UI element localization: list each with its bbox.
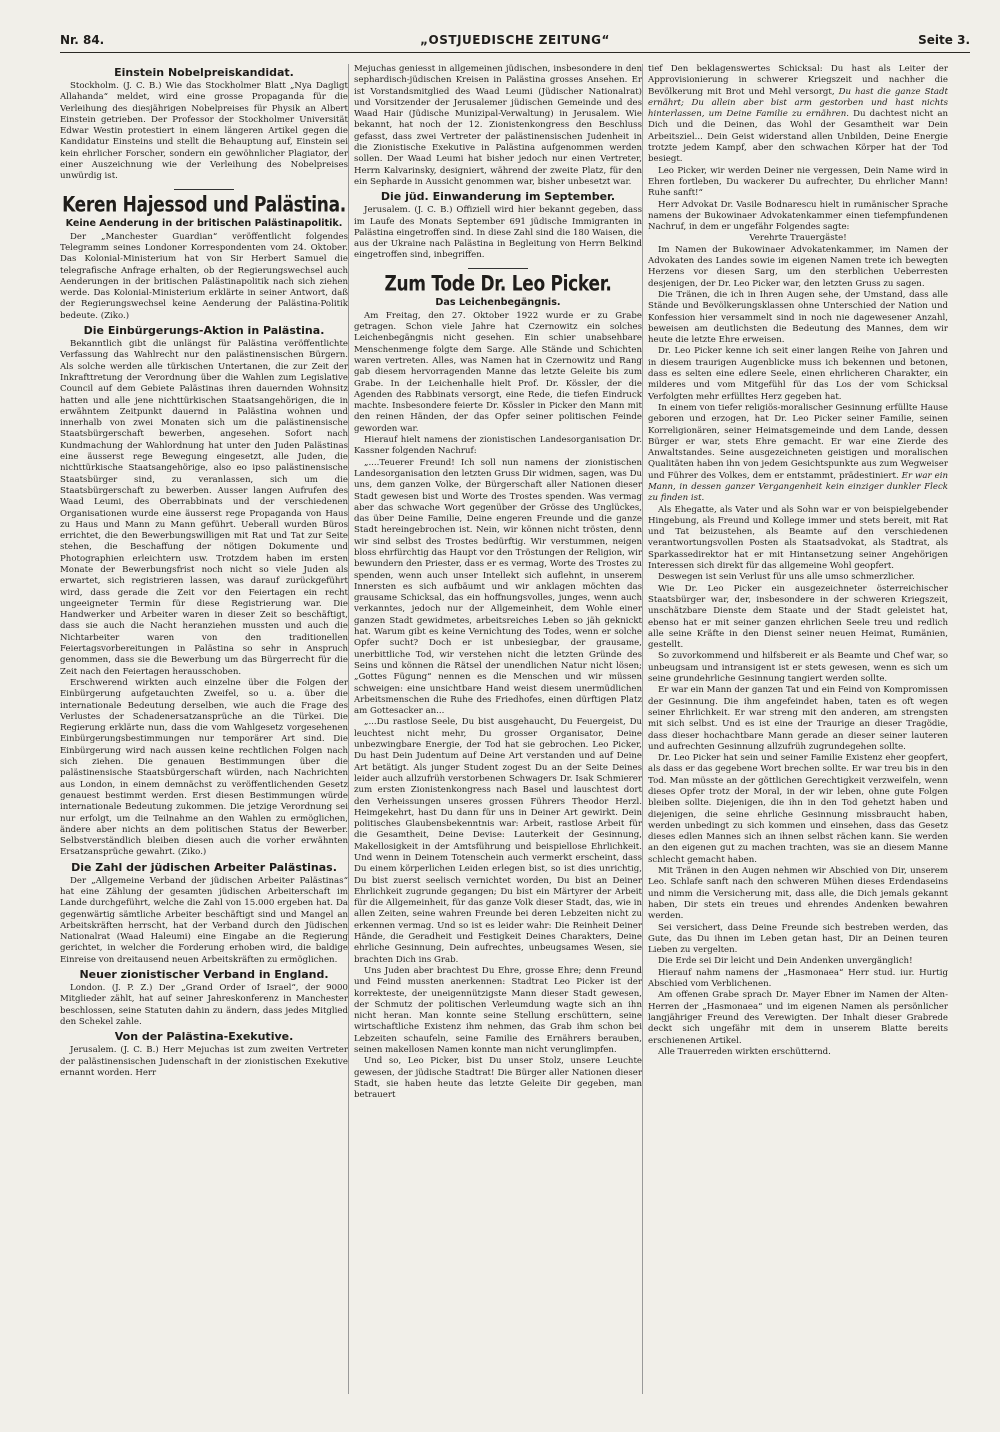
article-subtitle: Das Leichenbegängnis. <box>435 296 561 308</box>
article-body: Mejuchas geniesst in allgemeinen jüdischen, insbesondere in den sephardisch-jüdischen Kreisen in Palästina grosses Ansehen. Er ist Vorstandsmitglied des Waad Leumi (Jüdischer Nationalrat) und Vorsitzender der Jerusalemer jüdischen Gemeinde und des Waad Hair (Jüdische Munizipal-Verwaltung) in Jerusalem. Wie bekannt, hat noch der 12. Zionistenkongress den Beschluss gefasst, dass zwei Vertreter der palästinensischen Judenheit in die Zionistische Exekutive in Palästina aufgenommen werden sollen. Der Waad Leumi hat bisher jedoch nur einen Vertreter, Herrn Kalvarinsky, designiert, während der zweite Platz, für den ein Sepharde in Aussicht genommen war, bisher unbesetzt war. <box>354 64 642 187</box>
article-body: Dr. Leo Picker hat sein und seiner Familie Existenz eher geopfert, als dass er das gegebene Wort brechen sollte. Er war treu bis in den Tod. Man müsste an der göttlichen Gerechtigkeit verzweifeln, wenn dieses Opfer trotz der Moral, in der wir leben, ohne gute Folgen bleiben sollte. Diejenigen, die ihn in den Tod gehetzt haben und diejenigen, die seine ehrliche Gesinnung missbraucht haben, werden unbedingt zu sich kommen und einsehen, dass das Gesetz dieses edlen Mannes sich an ihnen selbst rächen kann. Sie werden an den eigenen gut zu machen trachten, was sie an diesem Manne schlecht gemacht haben. <box>648 753 948 865</box>
article-body: Mit Tränen in den Augen nehmen wir Abschied von Dir, unserem Leo. Schlafe sanft nach den schweren Mühen dieses Erdendaseins und nimm die Versicherung mit, dass alle, die Dich jemals gekannt haben, Dir stets ein treues und ehrendes Andenken bewahren werden. <box>648 866 948 922</box>
article-title: Die Einbürgerungs-Aktion in Palästina. <box>83 324 325 338</box>
column-rule <box>642 64 643 1394</box>
article-body: „....Teuerer Freund! Ich soll nun namens der zionistischen Landesorganisation den letzten Gruss Dir widmen, sagen, was Du uns, dem ganzen Volke, der Bürgerschaft aller Nationen dieser Stadt gewesen bist und Worte des Trostes spenden. Was vermag aber das schwache Wort gegenüber der Grösse des Unglückes, das über Deine Familie, Deine engeren Freunde und die ganze Stadt hereingebrochen ist. Nein, wir können nicht trösten, denn wir sind selbst des Trostes bedürftig. Wir verstummen, neigen bloss ehrfürchtig das Haupt vor den Tröstungen der Religion, wir bewundern den Priester, dass er es vermag, Worte des Trostes zu spenden, wenn auch unser Intellekt sich auflehnt, in unserem Innersten es sich aufbäumt und wir anklagen möchten das grausame Schicksal, das ein hoffnungsvolles, junges, wenn auch verkanntes, jedoch nur der Allgemeinheit, dem Wohle einer ganzen Stadt gewidmetes, arbeitsreiches Leben so jäh geknickt hat. Warum gibt es keine Vernichtung des Todes, wenn er solche Opfer sucht? Doch er ist unbesiegbar, der grausame, unerbittliche Tod, wir verstehen nicht die letzten Gründe des Seins und können die Rätsel der unendlichen Natur nicht lösen; „Gottes Fügung“ nennen es die Menschen und wir müssen schweigen: eine unsichtbare Hand weist diesem unermüdlichen Arbeitsmenschen die Ruhe des Friedhofes, einen dürftigen Platz am Gottesacker an... <box>354 457 642 717</box>
column-1 <box>60 64 348 1404</box>
article-body: Leo Picker, wir werden Deiner nie vergessen, Dein Name wird in Ehren fortleben, Du wackerer Du aufrechter, Du ehrlicher Mann! Ruhe sanft!“ <box>648 165 948 199</box>
article-body: Jerusalem. (J. C. B.) Herr Mejuchas ist zum zweiten Vertreter der palästinensischen Judenschaft in der zionistischen Exekutive ernannt worden. Herr <box>60 1045 348 1078</box>
article-body: Alle Trauerreden wirkten erschütternd. <box>658 1046 831 1057</box>
article-body: So zuvorkommend und hilfsbereit er als Beamte und Chef war, so unbeugsam und intransigent ist er stets gewesen, wenn es sich um seine grundehrliche Gesinnung tangiert werden sollte. <box>648 651 948 685</box>
article-body: Wie Dr. Leo Picker ein ausgezeichneter österreichischer Staatsbürger war, der, insbesondere in der schweren Kriegszeit, unschätzbare Dienste dem Staate und der Stadt geleistet hat, ebenso hat er mit seiner ganzen ehrlichen Seele treu und redlich alle seine Kräfte in den Dienst seiner neuen Heimat, Rumänien, gestellt. <box>648 583 948 651</box>
article-body: Bekanntlich gibt die unlängst für Palästina veröffentlichte Verfassung das Wahlrecht nur den palästinensischen Bürgern. Als solche werden alle türkischen Untertanen, die zur Zeit der Inkrafttretung der Verordnung über die Wahlen zum Legislative Council auf dem Gebiete Palästinas ihren dauernden Wohnsitz hatten und alle jene nichttürkischen Staatsangehörigen, die in erwähntem Zeitpunkt dauernd in Palästina wohnen und innerhalb von zwei Monaten sich um die palästinensische Staatsbürgerschaft bewerben, angesehen. Sofort nach Kundmachung der Wahlordnung hat unter den Juden Palästinas eine äusserst rege Bewegung eingesetzt, alle Juden, die nichttürkische Staatsangehörige, also eo ipso palästinensische Staatsbürger sind, zu veranlassen, sich um die Staatsbürgerschaft zu bewerben. Ausser langen Aufrufen des Waad Leumi, des Oberrabbinats und der verschiedenen Organisationen wurde eine äusserst rege Propaganda von Haus zu Haus und Mann zu Mann geführt. Ueberall wurden Büros errichtet, die den Bewerbungswilligen mit Rat und Tat zur Seite stehen, die Beschaffung der nötigen Dokumente und Photographien erleichtern usw. Trotzdem haben im ersten Monate der Bewerbungsfrist noch nicht so viele Juden als erwartet, sich registrieren lassen, was darauf zurückgeführt wird, dass gerade die Zeit vor den Feiertagen ein recht ungeeigneter Termin für diese Registrierung war. Die Handwerker und Arbeiter waren in dieser Zeit so beschäftigt, dass sie auch die Nacht heranziehen mussten und auch die Nichtarbeiter waren von den traditionellen Feiertagsvorbereitungen in Palästina so sehr in Anspruch genommen, dass sie die Bewerbung um das Bürgerrecht für die Zeit nach den Feiertagen herausschoben. <box>60 339 348 677</box>
article-body: In einem von tiefer religiös-moralischer Gesinnung erfüllte Hause geboren und erzogen, hat Dr. Leo Picker seiner Familie, seinen Korreligionären, seiner Heimatsgemeinde und dem Lande, dessen Bürger er war, stets Ehre gemacht. Er war eine Zierde des Anwaltstandes. Seine ausgezeichneten geistigen und moralischen Qualitäten haben ihn von jedem Gesichtspunkte aus zum Wegweiser und Führer des Volkes, dem er entstammt, prädestiniert. Er war ein Mann, in dessen ganzer Vergangenheit kein einziger dunkler Fleck zu finden ist. <box>648 402 948 504</box>
article-subtitle: Keine Aenderung in der britischen Palästinapolitik. <box>65 217 343 229</box>
article-body: Erschwerend wirkten auch einzelne über die Folgen der Einbürgerung aufgetauchten Zweifel, so u. a. über die internationale Bedeutung derselben, wie auch die Frage des Verlustes der Schadenersatzansprüche an die Türkei. Die Regierung erklärte nun, dass die vom Wahlgesetz vorgesehenen Einbürgerungsbestimmungen nur temporärer Art sind. Die Einbürgerung wird nach aussen keine rechtlichen Folgen nach sich ziehen. Die genauen Bestimmungen über die palästinensische Staatsbürgerschaft würden, nach Nachrichten aus London, in einem demnächst zu veröffentlichenden Gesetz genauest bestimmt werden. Erst diesen Bestimmungen würde internationale Bedeutung zukommen. Die jetzige Verordnung sei nur erfolgt, um die Teilnahme an den Wahlen zu ermöglichen, ändere aber nichts an dem politischen Status der Bewerber. Selbstverständlich bleiben diesen auch die vorher erwähnten Ersatzansprüche gewahrt. (Ziko.) <box>60 677 348 858</box>
article-body: Jerusalem. (J. C. B.) Offiziell wird hier bekannt gegeben, dass im Laufe des Monats September 691 jüdische Immigranten in Palästina eingetroffen sind. In diese Zahl sind die 180 Waisen, die aus der Ukraine nach Palästina in Begleitung von Herrn Belkind eingetroffen sind, inbegriffen. <box>354 205 642 261</box>
page-header <box>60 30 970 53</box>
italic-passage: Du hast die ganze Stadt ernährt; Du allein aber bist arm gestorben und hast nichts hinterlassen, um Deine Familie zu ernähren. <box>648 86 948 120</box>
article-body: Uns Juden aber brachtest Du Ehre, grosse Ehre; denn Freund und Feind mussten anerkennen: Stadtrat Leo Picker ist der korrekteste, der uneigennützigste Mann dieser Stadt gewesen, der Schmutz der politischen Verleumdung wagte sich an ihn nicht heran. Man konnte seine Stellung erschüttern, seine wirtschaftliche Existenz ihm nehmen, das Grab ihm schon bei Lebzeiten schaufeln, seine Familie des Ernährers berauben, seinen makellosen Namen konnte man nicht verunglimpfen. <box>354 965 642 1056</box>
article-body: Herr Advokat Dr. Vasile Bodnarescu hielt in rumänischer Sprache namens der Bukowinaer Advokatenkammer einen tiefempfundenen Nachruf, in dem er ungefähr Folgendes sagte: <box>648 199 948 233</box>
article-body: Die Erde sei Dir leicht und Dein Andenken unvergänglich! <box>658 956 913 967</box>
article-body: Als Ehegatte, als Vater und als Sohn war er von beispielgebender Hingebung, als Freund und Kollege immer und stets bereit, mit Rat und Tat beizustehen, als Beamte auf den verschiedenen verantwortungsvollen Posten als Staatsadvokat, als Stadtrat, als Sparkassedirektor hat er mit Hintansetzung seiner Angehörigen Interessen sich direkt für das allgemeine Wohl geopfert. <box>648 504 948 572</box>
page-number: Seite 3. <box>918 33 970 47</box>
article-body: Hierauf hielt namens der zionistischen Landesorganisation Dr. Kassner folgenden Nachruf: <box>354 435 642 457</box>
article-body: Dr. Leo Picker kenne ich seit einer langen Reihe von Jahren und in diesem traurigen Augenblicke muss ich bekennen und betonen, dass es selten eine edlere Seele, einen ehrlicheren Charakter, ein milderes und vom Mitgefühl für das Los der vom Schicksal Verfolgten mehr erfülltes Herz gegeben hat. <box>648 346 948 402</box>
article-title: Einstein Nobelpreiskandidat. <box>114 66 294 79</box>
column-2 <box>354 64 642 1404</box>
article-body: London. (J. P. Z.) Der „Grand Order of Israel“, der 9000 Mitglieder zählt, hat auf seiner Jahreskonferenz in Manchester beschlossen, seine Statuten dahin zu ändern, dass jedes Mitglied den Schekel zahle. <box>60 983 348 1027</box>
italic-passage: Er war ein Mann, in dessen ganzer Vergangenheit kein einziger dunkler Fleck zu finden ist. <box>648 470 948 504</box>
article-body: „...Du rastlose Seele, Du bist ausgehaucht, Du Feuergeist, Du leuchtest nicht mehr, Du grosser Organisator, Deine unbezwingbare Energie, der Tod hat sie gebrochen. Leo Picker, Du hast Dein Judentum auf Deine Art verstanden und auf Deine Art betätigt. Als junger Student zogest Du an der Seite Deines leider auch allzufrüh verstorbenen Schwagers Dr. Isak Schmierer zum ersten Zionistenkongress nach Basel und lauschtest dort den Verheissungen unseres grossen Führers Theodor Herzl. Heimgekehrt, hast Du dann für uns in Deiner Art gewirkt. Dein politisches Glaubensbekenntnis war: Arbeit, rastlose Arbeit für die Gesamtheit, Deine Devise: Lauterkeit der Gesinnung, Makellosigkeit in der Amtsführung und beispiellose Ehrlichkeit. Und wenn in Deinem Totenschein auch vermerkt erscheint, dass Du einem körperlichen Leiden erlegen bist, so ist dies unrichtig, Du bist zuerst seelisch vernichtet worden, Du bist an Deiner Ehrlichkeit zugrunde gegangen; Du bist ein Märtyrer der Arbeit für die Allgemeinheit, für das ganze Volk dieser Stadt, das, wie in allen Zeiten, seine wahren Freunde bei deren Lebzeiten nicht zu erkennen vermag. Und so ist es leider wahr: Die Reinheit Deiner Hände, die Geradheit und Festigkeit Deines Charakters, Deine ehrliche Gesinnung, Dein aufrechtes, unbeugsames Wesen, sie brachten Dich ins Grab. <box>354 717 642 965</box>
article-body: Der „Allgemeine Verband der jüdischen Arbeiter Palästinas“ hat eine Zählung der gesamten jüdischen Arbeiterschaft im Lande durchgeführt, welche die Zahl von 15.000 ergeben hat. Da gegenwärtig sämtliche Arbeiter beschäftigt sind und Mangel an Arbeitskräften herrscht, hat der Verband durch den Jüdischen Nationalrat (Waad Haleumi) eine Eingabe an die Regierung gerichtet, in welcher die Forderung erhoben wird, die baldige Einreise von dreitausend neuen Arbeitskräften zu ermöglichen. <box>60 875 348 965</box>
article-body: Am offenen Grabe sprach Dr. Mayer Ebner im Namen der Alten-Herren der „Hasmonaea“ und im eigenen Namen als persönlicher langjähriger Freund des Verewigten. Der Inhalt dieser Grabrede deckt sich ungefähr mit dem in unserem Blatte bereits erschienenen Artikel. <box>648 990 948 1046</box>
issue-number: Nr. 84. <box>60 33 105 47</box>
article-body: Die Tränen, die ich in Ihren Augen sehe, der Umstand, dass alle Stände und Bevölkerungsklassen ohne Unterschied der Nation und Konfession hier versammelt sind in noch nie dagewesener Anzahl, beweisen am deutlichsten die Bedeutung des Mannes, dem wir heute die letzte Ehre erweisen. <box>648 289 948 346</box>
article-body: Der „Manchester Guardian“ veröffentlicht folgendes Telegramm seines Londoner Korrespondenten vom 24. Oktober. Das Kolonial-Ministerium hat von Sir Herbert Samuel die telegrafische Anfrage erhalten, ob der Regierungswechsel auch Aenderungen in der britischen Palästinapolitik nach sich ziehen werde. Das Kolonial-Ministerium erklärte in seiner Antwort, daß der Regierungswechsel keine Aenderung der Palästina-Politik bedeute. (Ziko.) <box>60 231 348 321</box>
article-title: Die Zahl der jüdischen Arbeiter Palästinas. <box>71 860 337 874</box>
headline: Zum Tode Dr. Leo Picker. <box>384 271 612 297</box>
article-title: Neuer zionistischer Verband in England. <box>79 968 329 982</box>
article-body: Er war ein Mann der ganzen Tat und ein Feind von Kompromissen der Gesinnung. Die ihm angefeindet haben, taten es oft wegen seiner Ehrlichkeit. Er war streng mit den anderen, am strengsten mit sich selbst. Und es ist eine der Traurige an dieser Tragödie, dass dieser hochachtbare Mann gerade an dieser seiner lauteren und aufrechten Gesinnung allzufrüh zugrundegehen sollte. <box>648 685 948 752</box>
article-title: Die jüd. Einwanderung im September. <box>380 190 616 204</box>
speech-salutation: Verehrte Trauergäste! <box>749 233 847 244</box>
separator <box>174 189 234 190</box>
article-body: Stockholm. (J. C. B.) Wie das Stockholmer Blatt „Nya Dagligt Allahanda“ meldet, wird eine grosse Propaganda für die Verleihung des diesjährigen Nobelpreises für Physik an Albert Einstein getrieben. Der Professor der Stockholmer Universität Edwar Westin protestiert in einem längeren Artikel gegen die Kandidatur Einsteins und stellt die Behauptung auf, Einstein sei kein ehrlicher Forscher, sondern ein gewöhnlicher Plagiator, der einer Auszeichnung wie der Verleihung des Nobelpreises unwürdig ist. <box>60 81 348 182</box>
article-title: Von der Palästina-Exekutive. <box>114 1030 294 1044</box>
newspaper-title: „OSTJUEDISCHE ZEITUNG“ <box>420 33 610 47</box>
article-body: Im Namen der Bukowinaer Advokatenkammer, im Namen der Advokaten des Landes sowie im eigenen Namen trete ich bewegten Herzens vor diesen Sarg, um den sterblichen Ueberresten desjenigen, der Dr. Leo Picker war, den letzten Gruss zu sagen. <box>648 244 948 289</box>
column-rule <box>348 64 349 1394</box>
column-3 <box>648 64 948 1404</box>
article-body: Deswegen ist sein Verlust für uns alle umso schmerzlicher. <box>658 572 915 583</box>
headline: Keren Hajessod und Palästina. <box>62 192 346 218</box>
article-body: Sei versichert, dass Deine Freunde sich bestreben werden, das Gute, das Du ihnen im Leben getan hast, Dir an Deinen teuren Lieben zu vergelten. <box>648 922 948 956</box>
article-body: Hierauf nahm namens der „Hasmonaea“ Herr stud. iur. Hurtig Abschied vom Verblichenen. <box>648 967 948 990</box>
article-body: Und so, Leo Picker, bist Du unser Stolz, unsere Leuchte gewesen, der jüdische Stadtrat! Die Bürger aller Nationen dieser Stadt, sie haben heute das letzte Geleite Dir gegeben, man betrauert <box>354 1056 642 1101</box>
separator <box>468 268 528 269</box>
article-body: tief Den beklagenswertes Schicksal: Du hast als Leiter der Approvisionierung in schwerer Kriegszeit und nachher die Bevölkerung mit Brot und Mehl versorgt, Du hast die ganze Stadt ernährt; Du allein aber bist arm gestorben und hast nichts hinterlassen, um Deine Familie zu ernähren. Du dachtest nicht an Dich und die Deinen, das Wohl der Gesamtheit war Dein Arbeitsziel... Dein Geist widerstand allen Unbilden, Deine Energie trotzte jedem Kampf, aber den schwachen Körper hat der Tod besiegt. <box>648 64 948 165</box>
article-body: Am Freitag, den 27. Oktober 1922 wurde er zu Grabe getragen. Schon viele Jahre hat Czernowitz ein solches Leichenbegängnis nicht gesehen. Ein schier unabsehbare Menschenmenge folgte dem Sarge. Alle Stände und Schichten waren vertreten. Alles, was Namen hat in Czernowitz und Rang gab diesem hervorragenden Manne das letzte Geleite bis zum Grabe. In der Leichenhalle hielt Prof. Dr. Kössler, der die Agenden des Rabbinats versorgt, eine Rede, die tiefen Eindruck machte. Insbesondere feierte Dr. Kössler in Picker den Mann mit den reinen Händen, der das Opfer seiner politischen Feinde geworden war. <box>354 310 642 434</box>
